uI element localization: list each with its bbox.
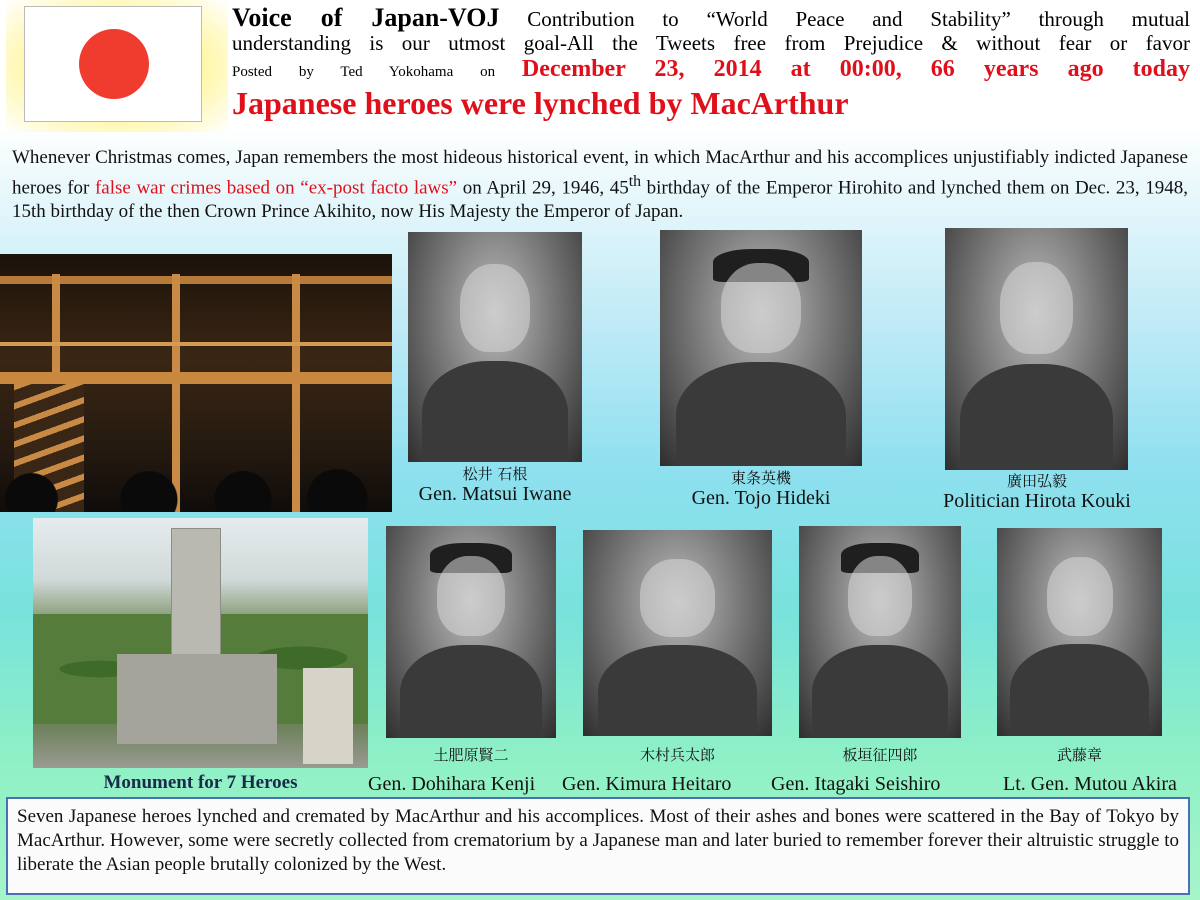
portrait-torso (812, 645, 948, 738)
header-line-1 (232, 3, 1191, 32)
portrait-photo-kimura (583, 530, 772, 736)
caption-en: Gen. Tojo Hideki (691, 487, 831, 509)
portrait-head (437, 556, 505, 637)
portrait-torso (422, 361, 568, 462)
monument-sign (303, 668, 353, 764)
intro-superscript: th (628, 173, 642, 190)
portrait-photo-tojo (660, 230, 862, 466)
caption-jp-kimura: 木村兵太郎 (639, 746, 715, 764)
portrait-photo-hirota (945, 228, 1128, 470)
intro-highlight: false war crimes based on “ex-post facto laws” (94, 177, 458, 199)
posted-by: Posted by Ted Yokohama on (232, 64, 496, 80)
portrait-torso (960, 364, 1114, 470)
caption-hirota (912, 472, 1162, 512)
post-date: December 23, 2014 at 00:00, 66 years ago today (521, 56, 1190, 82)
spectator-silhouettes (0, 450, 392, 512)
bottom-text-box: Seven Japanese heroes lynched and cremated by MacArthur and his accomplices. Most of their ashes and bones were scattered in the Bay of Tokyo by MacArthur. However, some were secretly collected from crematorium by a Japanese man and later buried to remember forever their altruistic struggle to liberate the Asian people brutally colonized by the West. (6, 797, 1190, 895)
japan-flag-icon (24, 6, 202, 122)
intro-text-1: Whenever Christmas comes, Japan remembers the most hideous historical event, in which MacArthur and his accomplices unjustifiably indicted Japanese heroes for (12, 147, 1188, 199)
monument-photo (33, 518, 368, 768)
gallows-rail (0, 342, 392, 346)
portrait-torso (676, 362, 846, 466)
caption-jp: 松井 石根 (462, 465, 528, 483)
monument-pillar (171, 528, 221, 666)
caption-en: Politician Hirota Kouki (943, 490, 1131, 512)
portrait-photo-dohihara (386, 526, 556, 738)
portrait-photo-itagaki (799, 526, 961, 738)
portrait-head (848, 556, 913, 637)
caption-en-itagaki: Gen. Itagaki Seishiro (771, 773, 941, 795)
caption-en-mutou: Lt. Gen. Mutou Akira (1003, 773, 1177, 795)
portrait-head (640, 559, 716, 637)
headline: Japanese heroes were lynched by MacArthur (232, 85, 849, 121)
posted-line (232, 55, 1190, 86)
caption-jp: 廣田弘毅 (1006, 472, 1067, 490)
caption-matsui (395, 465, 595, 505)
intro-text-2: on April 29, 1946, 45 (457, 177, 629, 199)
caption-jp: 東条英機 (730, 469, 791, 487)
portrait-torso (400, 645, 543, 738)
portrait-head (721, 263, 802, 353)
monument-label: Monument for 7 Heroes (103, 772, 298, 793)
mission-text-1: Contribution to “World Peace and Stability” through mutual (527, 7, 1191, 31)
portrait-torso (1010, 644, 1149, 736)
portrait-head (1047, 557, 1113, 636)
rising-sun-circle (79, 29, 149, 99)
monument-base (117, 654, 277, 744)
portrait-torso (598, 645, 757, 736)
mission-text-2: understanding is our utmost goal-All the Tweets free from Prejudice & without fear or favor (232, 31, 1190, 55)
intro-text-3: birthday of the Emperor Hirohito and lynched them on Dec. 23, 1948, 15th birthday of the then Crown Prince Akihito, now His Majesty the Emperor of Japan. (12, 177, 1189, 223)
caption-en-kimura: Gen. Kimura Heitaro (562, 773, 732, 795)
gallows-deck (0, 372, 392, 384)
caption-jp-itagaki: 板垣征四郎 (842, 746, 918, 764)
gallows-photo (0, 254, 392, 512)
header (232, 3, 1191, 121)
portrait-head (460, 264, 530, 351)
portrait-photo-mutou (997, 528, 1162, 736)
caption-jp-mutou: 武藤章 (1056, 746, 1102, 764)
intro-paragraph (12, 146, 1188, 224)
caption-en-dohihara: Gen. Dohihara Kenji (368, 773, 536, 795)
caption-en: Gen. Matsui Iwane (418, 483, 572, 505)
voj-title: Voice of Japan-VOJ (232, 3, 500, 32)
portrait-head (1000, 262, 1073, 354)
caption-tojo (660, 469, 862, 509)
portrait-photo-matsui (408, 232, 582, 462)
caption-jp-dohihara: 土肥原賢二 (433, 746, 509, 764)
